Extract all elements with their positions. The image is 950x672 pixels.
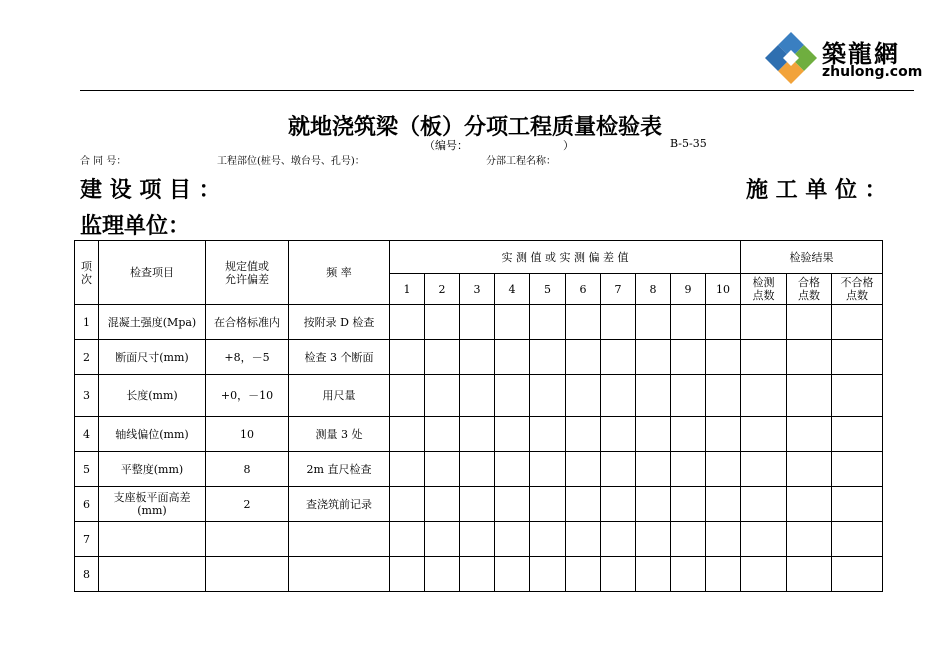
measure-cell[interactable] bbox=[636, 487, 671, 522]
measure-cell[interactable] bbox=[390, 305, 425, 340]
measure-cell[interactable] bbox=[495, 417, 530, 452]
measure-cell[interactable] bbox=[530, 305, 566, 340]
row-index: 8 bbox=[75, 557, 99, 592]
row-spec: +8，－5 bbox=[206, 340, 289, 375]
header-result: 检验结果 bbox=[741, 241, 883, 274]
measure-cell[interactable] bbox=[601, 557, 636, 592]
measure-cell[interactable] bbox=[787, 452, 832, 487]
measure-cell[interactable] bbox=[425, 305, 460, 340]
measure-cell[interactable] bbox=[706, 340, 741, 375]
measure-cell[interactable] bbox=[741, 417, 787, 452]
measure-cell[interactable] bbox=[671, 522, 706, 557]
measure-col-4: 4 bbox=[495, 274, 530, 305]
measure-cell[interactable] bbox=[636, 522, 671, 557]
measure-cell[interactable] bbox=[832, 557, 883, 592]
row-frequency: 2m 直尺检查 bbox=[289, 452, 390, 487]
measure-cell[interactable] bbox=[601, 452, 636, 487]
measure-cell[interactable] bbox=[601, 417, 636, 452]
measure-cell[interactable] bbox=[671, 417, 706, 452]
table-row bbox=[75, 487, 883, 522]
measure-cell[interactable] bbox=[425, 375, 460, 417]
header-index: 项次 bbox=[75, 241, 99, 305]
measure-cell[interactable] bbox=[741, 487, 787, 522]
measure-cell[interactable] bbox=[460, 487, 495, 522]
measure-cell[interactable] bbox=[706, 452, 741, 487]
row-item: 轴线偏位(mm) bbox=[99, 417, 206, 452]
measure-col-7: 7 bbox=[601, 274, 636, 305]
measure-cell[interactable] bbox=[530, 340, 566, 375]
table-row bbox=[75, 417, 883, 452]
zhulong-logo bbox=[764, 30, 923, 90]
measure-col-10: 10 bbox=[706, 274, 741, 305]
measure-cell[interactable] bbox=[601, 305, 636, 340]
row-frequency: 检查 3 个断面 bbox=[289, 340, 390, 375]
measure-cell[interactable] bbox=[460, 340, 495, 375]
header-divider bbox=[80, 90, 914, 91]
row-spec bbox=[206, 522, 289, 557]
header-frequency: 频 率 bbox=[289, 241, 390, 305]
measure-cell[interactable] bbox=[460, 305, 495, 340]
measure-cell[interactable] bbox=[530, 487, 566, 522]
measure-cell[interactable] bbox=[601, 487, 636, 522]
header-spec: 规定值或允许偏差 bbox=[206, 241, 289, 305]
row-frequency: 查浇筑前记录 bbox=[289, 487, 390, 522]
measure-cell[interactable] bbox=[741, 522, 787, 557]
measure-cell[interactable] bbox=[832, 417, 883, 452]
logo-text-cn: 築龍網 bbox=[822, 40, 900, 68]
header-measured: 实 测 值 或 实 测 偏 差 值 bbox=[390, 241, 741, 274]
measure-cell[interactable] bbox=[787, 522, 832, 557]
measure-cell[interactable] bbox=[425, 487, 460, 522]
measure-cell[interactable] bbox=[425, 557, 460, 592]
row-spec: +0，－10 bbox=[206, 375, 289, 417]
measure-cell[interactable] bbox=[636, 375, 671, 417]
measure-cell[interactable] bbox=[706, 522, 741, 557]
measure-cell[interactable] bbox=[671, 557, 706, 592]
measure-cell[interactable] bbox=[671, 340, 706, 375]
measure-col-1: 1 bbox=[390, 274, 425, 305]
measure-cell[interactable] bbox=[741, 557, 787, 592]
row-frequency bbox=[289, 557, 390, 592]
logo-text-en: zhulong.com bbox=[822, 64, 923, 80]
measure-cell[interactable] bbox=[671, 375, 706, 417]
measure-cell[interactable] bbox=[495, 452, 530, 487]
row-index: 5 bbox=[75, 452, 99, 487]
measure-cell[interactable] bbox=[495, 340, 530, 375]
measure-cell[interactable] bbox=[636, 305, 671, 340]
measure-cell[interactable] bbox=[832, 452, 883, 487]
measure-col-2: 2 bbox=[425, 274, 460, 305]
row-item: 混凝土强度(Mpa) bbox=[99, 305, 206, 340]
row-spec: 10 bbox=[206, 417, 289, 452]
measure-cell[interactable] bbox=[495, 305, 530, 340]
row-item bbox=[99, 557, 206, 592]
measure-cell[interactable] bbox=[832, 487, 883, 522]
measure-cell[interactable] bbox=[460, 417, 495, 452]
measure-cell[interactable] bbox=[636, 340, 671, 375]
result-passed-count: 合格点数 bbox=[787, 274, 832, 305]
measure-cell[interactable] bbox=[671, 452, 706, 487]
code-label: （编号： bbox=[424, 139, 468, 152]
measure-cell[interactable] bbox=[530, 452, 566, 487]
measure-cell[interactable] bbox=[832, 375, 883, 417]
logo-diamond-icon bbox=[764, 30, 818, 86]
measure-cell[interactable] bbox=[566, 487, 601, 522]
table-row bbox=[75, 522, 883, 557]
supervisor-label: 监理单位： bbox=[80, 213, 191, 239]
row-index: 2 bbox=[75, 340, 99, 375]
row-index: 6 bbox=[75, 487, 99, 522]
measure-cell[interactable] bbox=[787, 305, 832, 340]
measure-col-6: 6 bbox=[566, 274, 601, 305]
measure-cell[interactable] bbox=[636, 417, 671, 452]
measure-cell[interactable] bbox=[566, 522, 601, 557]
row-frequency: 测量 3 处 bbox=[289, 417, 390, 452]
measure-cell[interactable] bbox=[390, 375, 425, 417]
measure-cell[interactable] bbox=[425, 340, 460, 375]
measure-cell[interactable] bbox=[787, 487, 832, 522]
measure-cell[interactable] bbox=[601, 340, 636, 375]
contractor-label: 施 工 单 位 ： bbox=[746, 177, 887, 203]
measure-cell[interactable] bbox=[390, 557, 425, 592]
row-frequency bbox=[289, 522, 390, 557]
table-row bbox=[75, 375, 883, 417]
result-checked-count: 检测点数 bbox=[741, 274, 787, 305]
row-frequency: 按附录 D 检查 bbox=[289, 305, 390, 340]
measure-cell[interactable] bbox=[741, 340, 787, 375]
measure-cell[interactable] bbox=[425, 417, 460, 452]
row-item: 平整度(mm) bbox=[99, 452, 206, 487]
measure-col-8: 8 bbox=[636, 274, 671, 305]
measure-cell[interactable] bbox=[636, 452, 671, 487]
measure-cell[interactable] bbox=[495, 522, 530, 557]
measure-cell[interactable] bbox=[787, 557, 832, 592]
measure-cell[interactable] bbox=[832, 522, 883, 557]
row-spec: 2 bbox=[206, 487, 289, 522]
measure-cell[interactable] bbox=[460, 522, 495, 557]
measure-cell[interactable] bbox=[425, 452, 460, 487]
sub-project-label: 分部工程名称： bbox=[486, 156, 556, 167]
measure-cell[interactable] bbox=[787, 375, 832, 417]
measure-cell[interactable] bbox=[671, 305, 706, 340]
measure-cell[interactable] bbox=[566, 305, 601, 340]
page-title: 就地浇筑梁（板）分项工程质量检验表 bbox=[287, 114, 662, 140]
measure-cell[interactable] bbox=[425, 522, 460, 557]
row-item bbox=[99, 522, 206, 557]
row-index: 4 bbox=[75, 417, 99, 452]
inspection-table bbox=[74, 240, 883, 592]
measure-cell[interactable] bbox=[566, 452, 601, 487]
table-row bbox=[75, 340, 883, 375]
code-close: ） bbox=[563, 139, 574, 152]
form-number: B-5-35 bbox=[670, 137, 707, 150]
row-index: 3 bbox=[75, 375, 99, 417]
measure-cell[interactable] bbox=[530, 522, 566, 557]
row-spec: 在合格标准内 bbox=[206, 305, 289, 340]
row-index: 1 bbox=[75, 305, 99, 340]
row-item: 断面尺寸(mm) bbox=[99, 340, 206, 375]
measure-cell[interactable] bbox=[390, 340, 425, 375]
measure-cell[interactable] bbox=[601, 522, 636, 557]
measure-cell[interactable] bbox=[530, 375, 566, 417]
measure-col-9: 9 bbox=[671, 274, 706, 305]
measure-cell[interactable] bbox=[832, 340, 883, 375]
measure-cell[interactable] bbox=[741, 452, 787, 487]
measure-cell[interactable] bbox=[787, 340, 832, 375]
measure-cell[interactable] bbox=[495, 487, 530, 522]
measure-cell[interactable] bbox=[706, 375, 741, 417]
measure-cell[interactable] bbox=[706, 557, 741, 592]
measure-cell[interactable] bbox=[566, 340, 601, 375]
measure-col-3: 3 bbox=[460, 274, 495, 305]
result-failed-count: 不合格点数 bbox=[832, 274, 883, 305]
measure-cell[interactable] bbox=[530, 417, 566, 452]
table-row bbox=[75, 557, 883, 592]
measure-cell[interactable] bbox=[566, 375, 601, 417]
row-item: 支座板平面高差(mm) bbox=[99, 487, 206, 522]
measure-cell[interactable] bbox=[390, 487, 425, 522]
table-row bbox=[75, 305, 883, 340]
row-spec: 8 bbox=[206, 452, 289, 487]
measure-cell[interactable] bbox=[390, 452, 425, 487]
measure-cell[interactable] bbox=[706, 417, 741, 452]
measure-cell[interactable] bbox=[741, 375, 787, 417]
measure-cell[interactable] bbox=[566, 417, 601, 452]
measure-cell[interactable] bbox=[787, 417, 832, 452]
measure-cell[interactable] bbox=[530, 557, 566, 592]
header-item: 检查项目 bbox=[99, 241, 206, 305]
measure-col-5: 5 bbox=[530, 274, 566, 305]
row-frequency: 用尺量 bbox=[289, 375, 390, 417]
measure-cell[interactable] bbox=[566, 557, 601, 592]
measure-cell[interactable] bbox=[460, 375, 495, 417]
measure-cell[interactable] bbox=[832, 305, 883, 340]
measure-cell[interactable] bbox=[495, 375, 530, 417]
row-index: 7 bbox=[75, 522, 99, 557]
measure-cell[interactable] bbox=[390, 417, 425, 452]
measure-cell[interactable] bbox=[390, 522, 425, 557]
measure-cell[interactable] bbox=[706, 305, 741, 340]
table-row bbox=[75, 452, 883, 487]
measure-cell[interactable] bbox=[601, 375, 636, 417]
contract-no-label: 合 同 号： bbox=[80, 156, 127, 167]
measure-cell[interactable] bbox=[741, 305, 787, 340]
row-item: 长度(mm) bbox=[99, 375, 206, 417]
measure-cell[interactable] bbox=[460, 557, 495, 592]
measure-cell[interactable] bbox=[706, 487, 741, 522]
location-label: 工程部位(桩号、墩台号、孔号)： bbox=[217, 156, 365, 167]
measure-cell[interactable] bbox=[460, 452, 495, 487]
measure-cell[interactable] bbox=[495, 557, 530, 592]
construction-project-label: 建 设 项 目 ： bbox=[80, 177, 221, 203]
row-spec bbox=[206, 557, 289, 592]
measure-cell[interactable] bbox=[636, 557, 671, 592]
measure-cell[interactable] bbox=[671, 487, 706, 522]
